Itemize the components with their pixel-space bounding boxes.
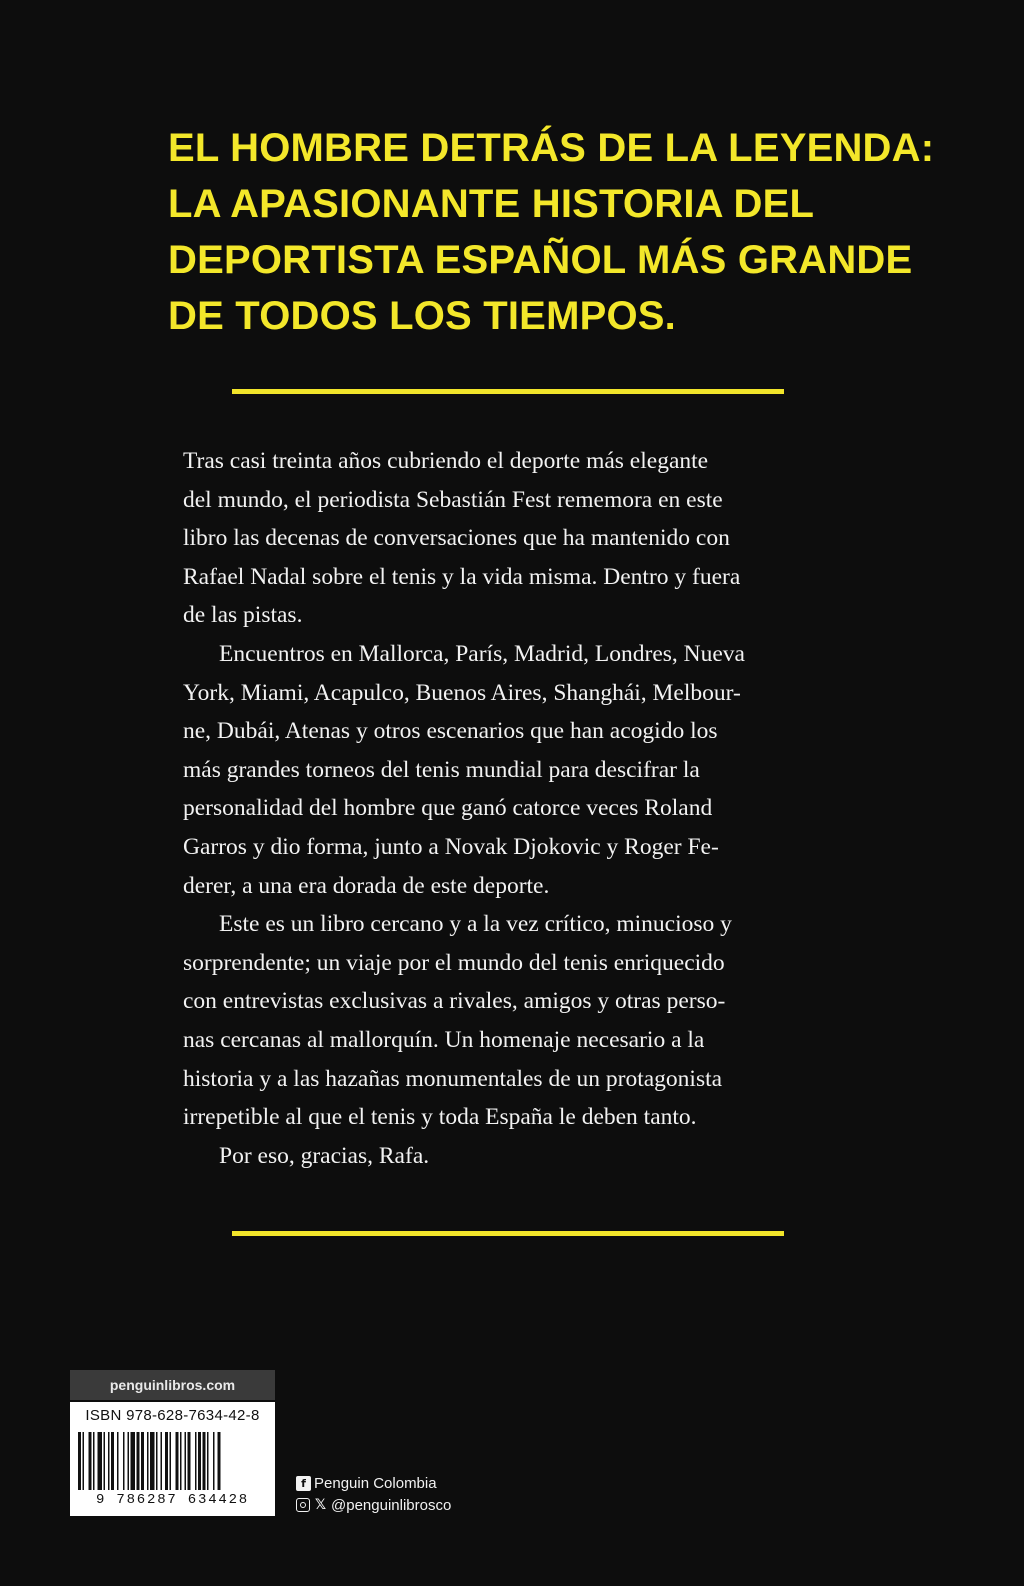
blurb-line: Este es un libro cercano y a la vez crítico, minucioso y: [219, 911, 732, 938]
barcode-bar: [185, 1432, 187, 1490]
publisher-website[interactable]: penguinlibros.com: [70, 1370, 275, 1400]
barcode-icon: [78, 1432, 267, 1490]
barcode-bar: [111, 1432, 114, 1490]
barcode-bar: [108, 1432, 110, 1490]
barcode-bar: [218, 1432, 221, 1490]
facebook-link[interactable]: [296, 1472, 451, 1494]
barcode-bar: [203, 1432, 206, 1490]
divider-bottom: [232, 1231, 784, 1236]
blurb-line: Por eso, gracias, Rafa.: [219, 1142, 430, 1169]
blurb: [183, 442, 843, 1175]
headline-line: DEPORTISTA ESPAÑOL MÁS GRANDE: [168, 238, 913, 282]
barcode-bar: [141, 1432, 144, 1490]
barcode-bar: [156, 1432, 158, 1490]
blurb-line: irrepetible al que el tenis y toda España le deben tanto.: [183, 1104, 697, 1131]
barcode-bar: [123, 1432, 125, 1490]
barcode-bar: [165, 1432, 168, 1490]
barcode-bar: [198, 1432, 201, 1490]
blurb-line: historia y a las hazañas monumentales de un protagonista: [183, 1065, 723, 1092]
blurb-line: Encuentros en Mallorca, París, Madrid, Londres, Nueva: [219, 640, 745, 667]
barcode-bar: [180, 1432, 182, 1490]
barcode-bar: [93, 1432, 95, 1490]
barcode-bar: [150, 1432, 155, 1490]
headline-line: LA APASIONANTE HISTORIA DEL: [168, 182, 815, 226]
handle-link[interactable]: [296, 1494, 451, 1516]
blurb-line: York, Miami, Acapulco, Buenos Aires, Shanghái, Melbour-: [183, 679, 741, 706]
instagram-icon: [296, 1498, 310, 1512]
barcode-digits: 9 786287 634428: [95, 1492, 250, 1508]
blurb-paragraph-2: [183, 635, 843, 905]
barcode-bar: [131, 1432, 136, 1490]
blurb-paragraph-1: [183, 442, 843, 635]
barcode-bar: [147, 1432, 149, 1490]
blurb-line: libro las decenas de conversaciones que ha mantenido con: [183, 525, 730, 552]
blurb-line: Garros y dio forma, junto a Novak Djokovic y Roger Fe-: [183, 833, 719, 860]
headline: [168, 120, 935, 344]
barcode-bar: [188, 1432, 191, 1490]
blurb-paragraph-4: [183, 1137, 843, 1176]
barcode-bar: [161, 1432, 163, 1490]
blurb-line: Tras casi treinta años cubriendo el deporte más elegante: [183, 448, 709, 474]
divider-top: [232, 389, 784, 394]
facebook-icon: f: [296, 1476, 311, 1491]
blurb-line: con entrevistas exclusivas a rivales, amigos y otras perso-: [183, 988, 726, 1015]
barcode-bar: [83, 1432, 85, 1490]
barcode-bar: [176, 1432, 179, 1490]
blurb-line: derer, a una era dorada de este deporte.: [183, 872, 550, 899]
blurb-line: nas cercanas al mallorquín. Un homenaje necesario a la: [183, 1026, 705, 1053]
facebook-label: Penguin Colombia: [314, 1474, 437, 1492]
x-icon: 𝕏: [314, 1496, 327, 1513]
barcode-bar: [213, 1432, 215, 1490]
barcode-bar: [195, 1432, 197, 1490]
barcode-bar: [104, 1432, 106, 1490]
barcode-bar: [170, 1432, 172, 1490]
blurb-line: más grandes torneos del tenis mundial para descifrar la: [183, 756, 700, 783]
barcode-bar: [137, 1432, 140, 1490]
headline-line: DE TODOS LOS TIEMPOS.: [168, 294, 676, 338]
headline-line: EL HOMBRE DETRÁS DE LA LEYENDA:: [168, 126, 935, 170]
isbn-label: ISBN 978-628-7634-42-8: [85, 1407, 260, 1424]
blurb-line: sorprendente; un viaje por el mundo del tenis enriquecido: [183, 949, 725, 976]
barcode-bar: [207, 1432, 209, 1490]
barcode-bar: [128, 1432, 130, 1490]
blurb-line: ne, Dubái, Atenas y otros escenarios que han acogido los: [183, 718, 718, 745]
blurb-line: personalidad del hombre que ganó catorce veces Roland: [183, 795, 713, 822]
barcode-bar: [78, 1432, 81, 1490]
social-handle: @penguinlibrosco: [331, 1496, 452, 1514]
barcode-bar: [117, 1432, 119, 1490]
blurb-line: de las pistas.: [183, 602, 303, 629]
blurb-line: del mundo, el periodista Sebastián Fest rememora en este: [183, 486, 723, 513]
barcode-panel: [70, 1402, 275, 1516]
barcode-bar: [98, 1432, 103, 1490]
barcode-bar: [89, 1432, 92, 1490]
social-links: [296, 1472, 451, 1516]
blurb-line: Rafael Nadal sobre el tenis y la vida misma. Dentro y fuera: [183, 563, 741, 590]
blurb-paragraph-3: [183, 905, 843, 1137]
